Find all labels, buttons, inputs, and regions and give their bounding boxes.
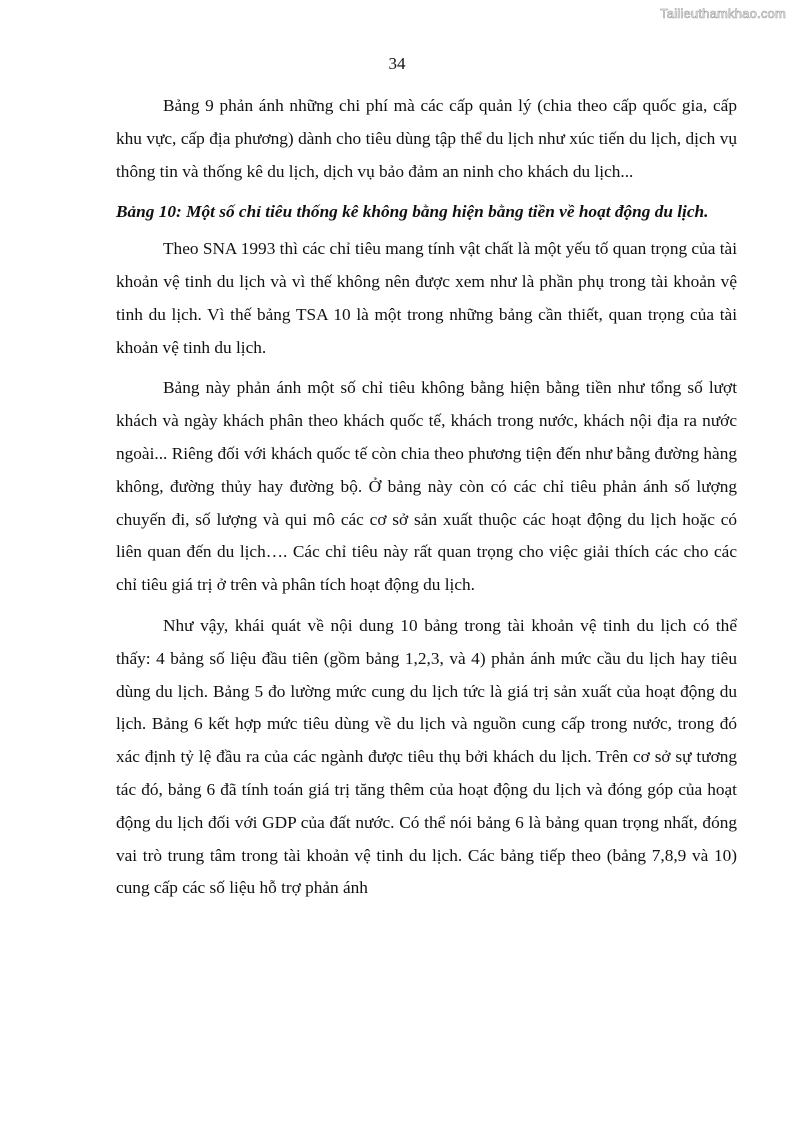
section-heading-table-10: Bảng 10: Một số chỉ tiêu thống kê không bằng hiện bằng tiền về hoạt động du lịch. [116, 202, 709, 222]
document-body [116, 90, 737, 913]
paragraph-summary: Như vậy, khái quát về nội dung 10 bảng trong tài khoản vệ tinh du lịch có thể thấy: 4 bảng số liệu đầu tiên (gồm bảng 1,2,3, và 4) phản ánh mức cầu du lịch hay tiêu dùng du lịch. Bảng 5 đo lường mức cung du lịch tức là giá trị sản xuất của hoạt động du lịch. Bảng 6 kết hợp mức tiêu dùng về du lịch và nguồn cung cấp trong nước, trong đó xác định tỷ lệ đầu ra của các ngành được tiêu thụ bởi khách du lịch. Trên cơ sở sự tương tác đó, bảng 6 đã tính toán giá trị tăng thêm của hoạt động du lịch và đóng góp của hoạt động du lịch đối với GDP của đất nước. Có thể nói bảng 6 là bảng quan trọng nhất, đóng vai trò trung tâm trong tài khoản vệ tinh du lịch. Các bảng tiếp theo (bảng 7,8,9 và 10) cung cấp các số liệu hỗ trợ phản ánh [116, 615, 737, 898]
paragraph-non-monetary-indicators: Bảng này phản ánh một số chỉ tiêu không bằng hiện bằng tiền như tổng số lượt khách và ngày khách phân theo khách quốc tế, khách trong nước, khách nội địa ra nước ngoài... Riêng đối với khách quốc tế còn chia theo phương tiện đến như bằng đường hàng không, đường thủy hay đường bộ. Ở bảng này còn có các chỉ tiêu phản ánh số lượng chuyến đi, số lượng và qui mô các cơ sở sản xuất thuộc các hoạt động du lịch hoặc có liên quan đến du lịch…. Các chỉ tiêu này rất quan trọng cho việc giải thích các cho các chỉ tiêu giá trị ở trên và phân tích hoạt động du lịch. [116, 378, 737, 595]
page-number: 34 [388, 54, 406, 73]
paragraph-table-9: Bảng 9 phản ánh những chi phí mà các cấp quản lý (chia theo cấp quốc gia, cấp khu vực, cấp địa phương) dành cho tiêu dùng tập thể du lịch như xúc tiến du lịch, dịch vụ thông tin và thống kê du lịch, dịch vụ bảo đảm an ninh cho khách du lịch... [116, 96, 737, 181]
watermark: Tailieuthamkhao.com [660, 6, 786, 21]
paragraph-sna-1993: Theo SNA 1993 thì các chỉ tiêu mang tính vật chất là một yếu tố quan trọng của tài khoản vệ tinh du lịch và vì thế không nên được xem như là phần phụ trong tài khoản vệ tinh du lịch. Vì thế bảng TSA 10 là một trong những bảng cần thiết, quan trọng của tài khoản vệ tinh du lịch. [116, 239, 737, 357]
